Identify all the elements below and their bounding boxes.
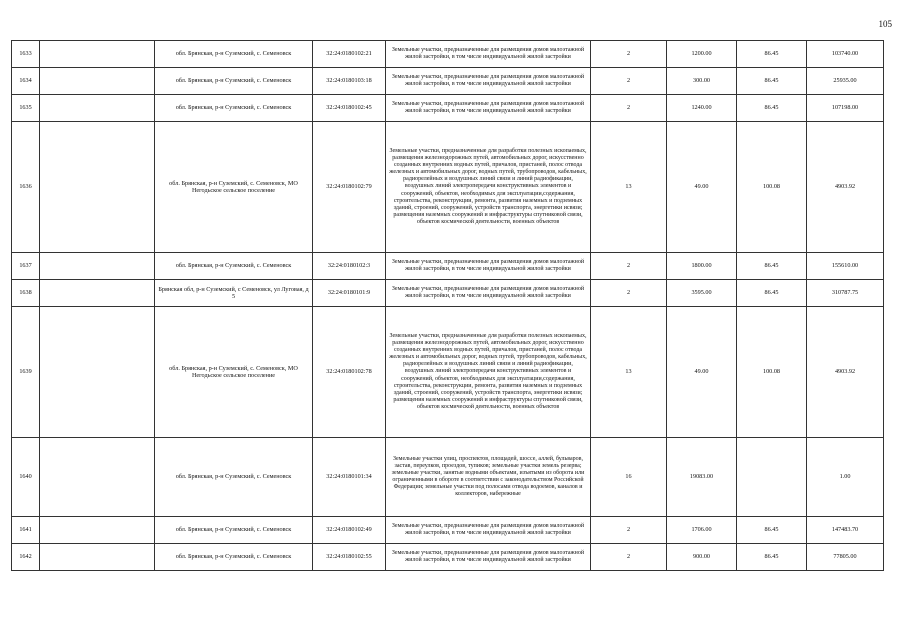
row-number: 1641 — [12, 517, 40, 544]
area-cell: 300.00 — [667, 68, 737, 95]
rate-cell: 86.45 — [737, 41, 807, 68]
cadastral-number-cell: 32:24:0180102:3 — [313, 253, 386, 280]
rate-cell — [737, 438, 807, 517]
cadastral-value-cell: 310787.75 — [807, 280, 884, 307]
cadastral-number-cell: 32:24:0180102:21 — [313, 41, 386, 68]
address-cell: обл. Брянская, р-н Суземский, с. Семеновск — [155, 41, 313, 68]
row-number: 1640 — [12, 438, 40, 517]
rate-cell: 86.45 — [737, 544, 807, 571]
cadastral-value-cell: 4903.92 — [807, 307, 884, 438]
empty-cell — [40, 41, 155, 68]
address-cell: обл. Брянская, р-н Суземский, с. Семеновск — [155, 517, 313, 544]
table-row — [12, 307, 884, 438]
row-number: 1639 — [12, 307, 40, 438]
table-row — [12, 122, 884, 253]
rate-cell: 86.45 — [737, 517, 807, 544]
empty-cell — [40, 122, 155, 253]
land-purpose-cell: Земельные участки, предназначенные для разработки полезных ископаемых, размещения железнодорожных путей, автомобильных дорог, искусственно созданных внутренних водных путей, причалов, пристаней, полос отвода железных и автомобильных дорог, водных путей, трубопроводов, кабельных, радиорелейных и воздушных линий связи и линий радиофикации, воздушных линий электропередачи конструктивных элементов и сооружений, объектов, необходимых для эксплуатации,содержания, строительства, реконструкции, ремонта, развития наземных и подземных зданий, строений, сооружений, устройств транспорта, энергетики исвязи; размещения наземных сооружений и инфраструктуры спутниковой связи, объектов космической деятельности, военных объектов — [386, 122, 591, 253]
row-number: 1637 — [12, 253, 40, 280]
row-number: 1635 — [12, 95, 40, 122]
land-purpose-cell: Земельные участки, предназначенные для размещения домов малоэтажной жилой застройки, в том числе индивидуальной жилой застройки — [386, 253, 591, 280]
empty-cell — [40, 253, 155, 280]
area-cell: 1706.00 — [667, 517, 737, 544]
empty-cell — [40, 68, 155, 95]
cadastral-value-cell: 103740.00 — [807, 41, 884, 68]
land-purpose-cell: Земельные участки, предназначенные для размещения домов малоэтажной жилой застройки, в том числе индивидуальной жилой застройки — [386, 95, 591, 122]
table-row — [12, 68, 884, 95]
address-cell: обл. Брянская, р-н Суземский, с. Семеновск, МО Негодьское сельское поселение — [155, 307, 313, 438]
empty-cell — [40, 544, 155, 571]
group-code-cell: 2 — [591, 41, 667, 68]
cadastral-value-cell: 107198.00 — [807, 95, 884, 122]
address-cell: обл. Брянская, р-н Суземский, с. Семеновск — [155, 438, 313, 517]
cadastral-value-cell: 4903.92 — [807, 122, 884, 253]
land-purpose-cell: Земельные участки, предназначенные для разработки полезных ископаемых, размещения железнодорожных путей, автомобильных дорог, искусственно созданных внутренних водных путей, причалов, пристаней, полос отвода железных и автомобильных дорог, водных путей, трубопроводов, кабельных, радиорелейных и воздушных линий связи и линий радиофикации, воздушных линий электропередачи конструктивных элементов и сооружений, объектов, необходимых для эксплуатации,содержания, строительства, реконструкции, ремонта, развития наземных и подземных зданий, строений, сооружений, устройств транспорта, энергетики исвязи; размещения наземных сооружений и инфраструктуры спутниковой связи, объектов космической деятельности, военных объектов — [386, 307, 591, 438]
cadastral-value-cell: 147483.70 — [807, 517, 884, 544]
rate-cell: 86.45 — [737, 253, 807, 280]
land-purpose-cell: Земельные участки улиц, проспектов, площадей, шоссе, аллей, бульваров, застав, переулков, проездов, тупиков; земельные участки земель резерва; земельные участки, занятые водными объектами, изъятыми из оборота или ограниченными в обороте в соответствии с законодательством Российской Федерации; земельные участки под полосами отвода водоемов, каналов и коллекторов, набережные — [386, 438, 591, 517]
address-cell: обл. Брянская, р-н Суземский, с. Семеновск, МО Негодьское сельское поселение — [155, 122, 313, 253]
group-code-cell: 2 — [591, 253, 667, 280]
row-number: 1636 — [12, 122, 40, 253]
area-cell: 19083.00 — [667, 438, 737, 517]
row-number: 1642 — [12, 544, 40, 571]
group-code-cell: 2 — [591, 544, 667, 571]
rate-cell: 100.08 — [737, 307, 807, 438]
address-cell: обл. Брянская, р-н Суземский, с. Семеновск — [155, 544, 313, 571]
page-number: 105 — [878, 19, 892, 29]
group-code-cell: 2 — [591, 280, 667, 307]
cadastral-value-cell: 155610.00 — [807, 253, 884, 280]
land-purpose-cell: Земельные участки, предназначенные для размещения домов малоэтажной жилой застройки, в том числе индивидуальной жилой застройки — [386, 68, 591, 95]
cadastral-number-cell: 32:24:0180101:9 — [313, 280, 386, 307]
row-number: 1638 — [12, 280, 40, 307]
area-cell: 1800.00 — [667, 253, 737, 280]
empty-cell — [40, 95, 155, 122]
empty-cell — [40, 280, 155, 307]
row-number: 1633 — [12, 41, 40, 68]
empty-cell — [40, 438, 155, 517]
table-row — [12, 95, 884, 122]
cadastral-value-cell: 1.00 — [807, 438, 884, 517]
area-cell: 49.00 — [667, 307, 737, 438]
empty-cell — [40, 307, 155, 438]
table-row — [12, 253, 884, 280]
group-code-cell: 16 — [591, 438, 667, 517]
land-purpose-cell: Земельные участки, предназначенные для размещения домов малоэтажной жилой застройки, в том числе индивидуальной жилой застройки — [386, 41, 591, 68]
cadastral-value-cell: 25935.00 — [807, 68, 884, 95]
area-cell: 3595.00 — [667, 280, 737, 307]
cadastral-value-table — [11, 40, 884, 571]
table-row — [12, 438, 884, 517]
rate-cell: 86.45 — [737, 280, 807, 307]
table-row — [12, 544, 884, 571]
rate-cell: 100.08 — [737, 122, 807, 253]
table-row — [12, 41, 884, 68]
cadastral-number-cell: 32:24:0180102:49 — [313, 517, 386, 544]
address-cell: обл. Брянская, р-н Суземский, с. Семеновск — [155, 253, 313, 280]
area-cell: 1240.00 — [667, 95, 737, 122]
table-row — [12, 280, 884, 307]
row-number: 1634 — [12, 68, 40, 95]
rate-cell: 86.45 — [737, 95, 807, 122]
address-cell: обл. Брянская, р-н Суземский, с. Семеновск — [155, 95, 313, 122]
area-cell: 900.00 — [667, 544, 737, 571]
group-code-cell: 13 — [591, 122, 667, 253]
rate-cell: 86.45 — [737, 68, 807, 95]
land-purpose-cell: Земельные участки, предназначенные для размещения домов малоэтажной жилой застройки, в том числе индивидуальной жилой застройки — [386, 280, 591, 307]
group-code-cell: 2 — [591, 95, 667, 122]
address-cell: обл. Брянская, р-н Суземский, с. Семеновск — [155, 68, 313, 95]
cadastral-number-cell: 32:24:0180103:18 — [313, 68, 386, 95]
area-cell: 49.00 — [667, 122, 737, 253]
table-row — [12, 517, 884, 544]
group-code-cell: 2 — [591, 517, 667, 544]
cadastral-number-cell: 32:24:0180101:34 — [313, 438, 386, 517]
cadastral-number-cell: 32:24:0180102:45 — [313, 95, 386, 122]
address-cell: Брянская обл, р-н Суземский, с Семеновск, ул Луговая, д 5 — [155, 280, 313, 307]
group-code-cell: 13 — [591, 307, 667, 438]
group-code-cell: 2 — [591, 68, 667, 95]
cadastral-number-cell: 32:24:0180102:55 — [313, 544, 386, 571]
cadastral-value-cell: 77805.00 — [807, 544, 884, 571]
land-purpose-cell: Земельные участки, предназначенные для размещения домов малоэтажной жилой застройки, в том числе индивидуальной жилой застройки — [386, 517, 591, 544]
area-cell: 1200.00 — [667, 41, 737, 68]
cadastral-number-cell: 32:24:0180102:78 — [313, 307, 386, 438]
empty-cell — [40, 517, 155, 544]
cadastral-number-cell: 32:24:0180102:79 — [313, 122, 386, 253]
land-purpose-cell: Земельные участки, предназначенные для размещения домов малоэтажной жилой застройки, в том числе индивидуальной жилой застройки — [386, 544, 591, 571]
